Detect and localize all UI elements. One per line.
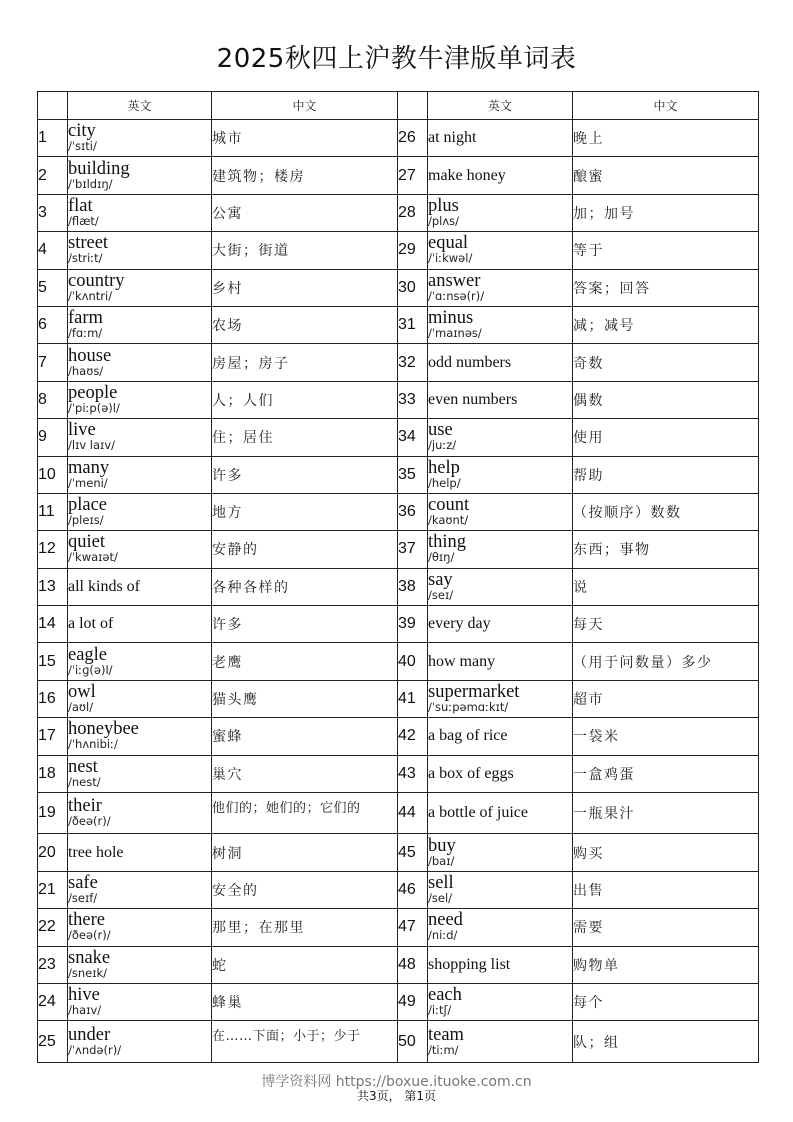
phonetic-transcription: /help/ (428, 475, 461, 490)
chinese-meaning-left: 安全的 (212, 871, 398, 908)
chinese-meaning-left: 人；人们 (212, 381, 398, 418)
phonetic-transcription: /tiːm/ (428, 1042, 459, 1057)
english-cell-left (68, 606, 212, 643)
english-word: equal (428, 233, 469, 254)
phonetic-transcription: /striːt/ (68, 251, 103, 266)
english-cell-right (428, 1021, 573, 1062)
chinese-meaning-right: 一瓶果汁 (573, 793, 759, 834)
phonetic-transcription: /haʊs/ (68, 363, 104, 378)
footer-page-info: 共3页， 第1页 (356, 1089, 437, 1103)
chinese-meaning-left: 蛇 (212, 946, 398, 983)
phonetic-transcription: /ˈmeni/ (68, 475, 108, 490)
chinese-meaning-left: 猫头鹰 (212, 680, 398, 717)
entry-number-left: 8 (38, 381, 68, 418)
table-row (38, 718, 759, 755)
chinese-meaning-right: 出售 (573, 871, 759, 908)
phonetic-transcription: /niːd/ (428, 928, 458, 943)
english-word: snake (68, 947, 111, 968)
english-cell-left (68, 381, 212, 418)
header-number-left (38, 92, 68, 120)
chinese-meaning-left: 蜂巢 (212, 983, 398, 1020)
english-cell-left (68, 718, 212, 755)
phonetic-transcription: /ðeə(r)/ (68, 928, 111, 943)
header-number-right (398, 92, 428, 120)
english-word: a lot of (68, 615, 114, 633)
english-word: city (68, 121, 96, 142)
table-row (38, 157, 759, 194)
english-cell-left (68, 269, 212, 306)
english-word: all kinds of (68, 577, 140, 595)
english-word: flat (68, 195, 93, 216)
chinese-meaning-left: 树洞 (212, 834, 398, 871)
english-word: how many (428, 652, 496, 670)
entry-number-right: 28 (398, 194, 428, 231)
vocabulary-body (38, 120, 759, 1063)
entry-number-right: 48 (398, 946, 428, 983)
entry-number-right: 27 (398, 157, 428, 194)
entry-number-left: 9 (38, 419, 68, 456)
english-cell-left (68, 419, 212, 456)
english-cell-left (68, 306, 212, 343)
english-cell-left (68, 194, 212, 231)
entry-number-left: 3 (38, 194, 68, 231)
entry-number-left: 6 (38, 306, 68, 343)
english-word: street (68, 233, 109, 254)
phonetic-transcription: /aʊl/ (68, 700, 94, 715)
table-row (38, 568, 759, 605)
phonetic-transcription: /ˈʌndə(r)/ (68, 1042, 122, 1057)
phonetic-transcription: /juːz/ (428, 438, 457, 453)
table-row (38, 306, 759, 343)
english-cell-left (68, 493, 212, 530)
entry-number-right: 47 (398, 909, 428, 946)
entry-number-right: 37 (398, 531, 428, 568)
phonetic-transcription: /baɪ/ (428, 853, 455, 868)
english-cell-left (68, 531, 212, 568)
page-title: 2025秋四上沪教牛津版单词表 (216, 44, 577, 74)
entry-number-left: 18 (38, 755, 68, 792)
english-word: live (68, 420, 96, 441)
phonetic-transcription: /ˈɑːnsə(r)/ (428, 288, 485, 303)
english-word: use (428, 420, 453, 441)
entry-number-right: 42 (398, 718, 428, 755)
english-cell-right (428, 834, 573, 871)
english-word: quiet (68, 532, 105, 553)
entry-number-left: 7 (38, 344, 68, 381)
english-word: minus (428, 308, 474, 329)
entry-number-left: 19 (38, 793, 68, 834)
chinese-meaning-right: 需要 (573, 909, 759, 946)
chinese-meaning-left: 住；居住 (212, 419, 398, 456)
table-row (38, 834, 759, 871)
entry-number-left: 2 (38, 157, 68, 194)
english-cell-right (428, 306, 573, 343)
entry-number-left: 17 (38, 718, 68, 755)
english-word: their (68, 796, 102, 817)
chinese-meaning-right: 东西；事物 (573, 531, 759, 568)
table-row (38, 344, 759, 381)
chinese-meaning-right: 酿蜜 (573, 157, 759, 194)
english-cell-left (68, 983, 212, 1020)
chinese-meaning-right: 每个 (573, 983, 759, 1020)
entry-number-right: 45 (398, 834, 428, 871)
phonetic-transcription: /plʌs/ (428, 213, 460, 228)
entry-number-right: 33 (398, 381, 428, 418)
english-cell-right (428, 269, 573, 306)
chinese-meaning-right: 一袋米 (573, 718, 759, 755)
phonetic-transcription: /ˈhʌnibiː/ (68, 737, 118, 752)
phonetic-transcription: /seɪf/ (68, 891, 98, 905)
chinese-meaning-right: 说 (573, 568, 759, 605)
english-cell-right (428, 793, 573, 834)
phonetic-transcription: /sel/ (428, 891, 453, 905)
chinese-meaning-left: 老鹰 (212, 643, 398, 680)
chinese-meaning-right: （按顺序）数数 (573, 493, 759, 530)
entry-number-left: 21 (38, 871, 68, 908)
english-word: people (68, 382, 118, 403)
phonetic-transcription: /lɪv laɪv/ (68, 438, 115, 453)
phonetic-transcription: /ˈkwaɪət/ (68, 550, 118, 565)
english-word: there (68, 910, 105, 931)
english-cell-left (68, 344, 212, 381)
english-cell-left (68, 232, 212, 269)
chinese-meaning-left: 他们的；她们的；它们的 (212, 793, 398, 834)
table-row (38, 120, 759, 157)
phonetic-transcription: /ˈiːkwəl/ (428, 251, 473, 266)
chinese-meaning-right: 购物单 (573, 946, 759, 983)
entry-number-left: 14 (38, 606, 68, 643)
english-cell-right (428, 232, 573, 269)
english-word: a box of eggs (428, 764, 514, 782)
phonetic-transcription: /fɑːm/ (68, 326, 103, 341)
chinese-meaning-left: 公寓 (212, 194, 398, 231)
english-word: place (68, 495, 108, 516)
chinese-meaning-right: 队；组 (573, 1021, 759, 1062)
phonetic-transcription: /ˈmaɪnəs/ (428, 326, 482, 341)
table-row (38, 909, 759, 946)
phonetic-transcription: /ˈbɪldɪŋ/ (68, 176, 113, 191)
chinese-meaning-right: （用于问数量）多少 (573, 643, 759, 680)
entry-number-right: 43 (398, 755, 428, 792)
english-cell-left (68, 1021, 212, 1062)
english-cell-right (428, 909, 573, 946)
english-cell-left (68, 755, 212, 792)
entry-number-right: 39 (398, 606, 428, 643)
english-word: each (428, 985, 462, 1006)
chinese-meaning-left: 乡村 (212, 269, 398, 306)
english-cell-left (68, 120, 212, 157)
english-word: every day (428, 615, 491, 633)
phonetic-transcription: /ˈpiːp(ə)l/ (68, 400, 120, 415)
chinese-meaning-left: 大街；街道 (212, 232, 398, 269)
chinese-meaning-right: 加；加号 (573, 194, 759, 231)
english-cell-right (428, 157, 573, 194)
chinese-meaning-right: 晚上 (573, 120, 759, 157)
english-word: honeybee (68, 719, 139, 740)
english-word: make honey (428, 166, 506, 184)
entry-number-left: 22 (38, 909, 68, 946)
chinese-meaning-left: 巢穴 (212, 755, 398, 792)
header-chinese-left: 中文 (212, 92, 398, 120)
entry-number-right: 29 (398, 232, 428, 269)
english-word: team (428, 1024, 464, 1045)
english-cell-right (428, 718, 573, 755)
chinese-meaning-left: 蜜蜂 (212, 718, 398, 755)
entry-number-right: 31 (398, 306, 428, 343)
table-row (38, 232, 759, 269)
entry-number-left: 13 (38, 568, 68, 605)
english-cell-right (428, 531, 573, 568)
phonetic-transcription: /ˈsɪti/ (68, 139, 97, 154)
chinese-meaning-right: 使用 (573, 419, 759, 456)
english-word: owl (68, 682, 96, 703)
entry-number-right: 36 (398, 493, 428, 530)
phonetic-transcription: /θɪŋ/ (428, 550, 455, 565)
phonetic-transcription: /pleɪs/ (68, 513, 104, 528)
chinese-meaning-right: 超市 (573, 680, 759, 717)
chinese-meaning-right: 减；减号 (573, 306, 759, 343)
entry-number-right: 35 (398, 456, 428, 493)
english-cell-left (68, 643, 212, 680)
english-word: even numbers (428, 390, 518, 408)
entry-number-right: 44 (398, 793, 428, 834)
chinese-meaning-left: 房屋；房子 (212, 344, 398, 381)
chinese-meaning-right: 每天 (573, 606, 759, 643)
english-word: under (68, 1024, 111, 1045)
entry-number-right: 50 (398, 1021, 428, 1062)
entry-number-left: 24 (38, 983, 68, 1020)
english-word: a bag of rice (428, 727, 508, 745)
chinese-meaning-left: 在……下面；小于；少于 (212, 1021, 398, 1062)
english-cell-right (428, 680, 573, 717)
english-word: say (428, 569, 453, 590)
entry-number-left: 20 (38, 834, 68, 871)
english-cell-left (68, 909, 212, 946)
entry-number-right: 30 (398, 269, 428, 306)
entry-number-left: 10 (38, 456, 68, 493)
phonetic-transcription: /seɪ/ (428, 587, 454, 602)
phonetic-transcription: /ˈkʌntri/ (68, 288, 113, 303)
phonetic-transcription: /ˈsuːpəmɑːkɪt/ (428, 700, 509, 715)
english-word: supermarket (428, 682, 520, 703)
table-row (38, 269, 759, 306)
english-word: house (68, 345, 112, 366)
chinese-meaning-left: 许多 (212, 456, 398, 493)
english-cell-left (68, 871, 212, 908)
entry-number-right: 38 (398, 568, 428, 605)
english-cell-right (428, 194, 573, 231)
phonetic-transcription: /ðeə(r)/ (68, 814, 111, 829)
english-cell-right (428, 871, 573, 908)
entry-number-right: 26 (398, 120, 428, 157)
english-cell-right (428, 344, 573, 381)
english-cell-right (428, 755, 573, 792)
table-row (38, 643, 759, 680)
chinese-meaning-left: 建筑物；楼房 (212, 157, 398, 194)
entry-number-left: 23 (38, 946, 68, 983)
english-cell-left (68, 157, 212, 194)
vocabulary-table (37, 91, 759, 1063)
english-word: answer (428, 270, 481, 291)
english-word: shopping list (428, 955, 511, 973)
entry-number-left: 15 (38, 643, 68, 680)
table-row (38, 419, 759, 456)
chinese-meaning-left: 城市 (212, 120, 398, 157)
english-word: many (68, 457, 110, 478)
english-word: count (428, 495, 470, 516)
english-cell-right (428, 606, 573, 643)
english-word: country (68, 270, 125, 291)
english-word: thing (428, 532, 467, 553)
entry-number-left: 1 (38, 120, 68, 157)
header-chinese-right: 中文 (573, 92, 759, 120)
english-cell-left (68, 946, 212, 983)
entry-number-left: 25 (38, 1021, 68, 1062)
english-word: need (428, 910, 463, 931)
phonetic-transcription: /kaʊnt/ (428, 513, 469, 528)
chinese-meaning-right: 偶数 (573, 381, 759, 418)
english-cell-right (428, 643, 573, 680)
english-cell-left (68, 680, 212, 717)
english-cell-left (68, 834, 212, 871)
table-row (38, 680, 759, 717)
english-cell-left (68, 793, 212, 834)
header-english-left: 英文 (68, 92, 212, 120)
english-cell-right (428, 120, 573, 157)
entry-number-right: 32 (398, 344, 428, 381)
chinese-meaning-right: 等于 (573, 232, 759, 269)
english-word: sell (428, 873, 454, 893)
english-word: farm (68, 308, 103, 329)
table-row (38, 531, 759, 568)
chinese-meaning-left: 那里；在那里 (212, 909, 398, 946)
chinese-meaning-left: 许多 (212, 606, 398, 643)
entry-number-right: 40 (398, 643, 428, 680)
chinese-meaning-right: 购买 (573, 834, 759, 871)
english-word: a bottle of juice (428, 804, 528, 822)
english-word: safe (68, 873, 98, 893)
english-cell-right (428, 419, 573, 456)
header-english-right: 英文 (428, 92, 573, 120)
table-row (38, 493, 759, 530)
english-cell-right (428, 493, 573, 530)
english-word: building (68, 158, 130, 179)
english-cell-right (428, 456, 573, 493)
table-row (38, 755, 759, 792)
table-row (38, 381, 759, 418)
entry-number-left: 5 (38, 269, 68, 306)
chinese-meaning-left: 地方 (212, 493, 398, 530)
english-word: plus (428, 195, 459, 216)
entry-number-right: 46 (398, 871, 428, 908)
phonetic-transcription: /flæt/ (68, 213, 99, 228)
header-row (38, 92, 759, 120)
table-row (38, 194, 759, 231)
table-row (38, 871, 759, 908)
entry-number-right: 34 (398, 419, 428, 456)
chinese-meaning-right: 奇数 (573, 344, 759, 381)
phonetic-transcription: /haɪv/ (68, 1003, 102, 1018)
entry-number-left: 12 (38, 531, 68, 568)
english-cell-left (68, 568, 212, 605)
table-row (38, 456, 759, 493)
chinese-meaning-right: 答案；回答 (573, 269, 759, 306)
table-row (38, 1021, 759, 1062)
chinese-meaning-left: 安静的 (212, 531, 398, 568)
english-word: eagle (68, 644, 108, 665)
phonetic-transcription: /sneɪk/ (68, 965, 108, 980)
english-word: tree hole (68, 843, 124, 861)
phonetic-transcription: /nest/ (68, 774, 101, 789)
english-cell-left (68, 456, 212, 493)
phonetic-transcription: /ˈiːɡ(ə)l/ (68, 662, 113, 677)
table-row (38, 606, 759, 643)
entry-number-right: 41 (398, 680, 428, 717)
phonetic-transcription: /iːtʃ/ (428, 1003, 452, 1018)
english-word: odd numbers (428, 353, 512, 371)
footer-website: 博学资料网 https://boxue.ituoke.com.cn (261, 1074, 532, 1090)
entry-number-right: 49 (398, 983, 428, 1020)
english-cell-right (428, 381, 573, 418)
english-cell-right (428, 568, 573, 605)
chinese-meaning-left: 各种各样的 (212, 568, 398, 605)
table-row (38, 793, 759, 834)
chinese-meaning-right: 一盒鸡蛋 (573, 755, 759, 792)
entry-number-left: 16 (38, 680, 68, 717)
chinese-meaning-left: 农场 (212, 306, 398, 343)
english-word: buy (428, 835, 456, 856)
english-word: nest (68, 756, 98, 777)
table-row (38, 946, 759, 983)
entry-number-left: 4 (38, 232, 68, 269)
chinese-meaning-right: 帮助 (573, 456, 759, 493)
english-cell-right (428, 983, 573, 1020)
english-word: at night (428, 129, 477, 147)
english-word: help (428, 457, 460, 478)
entry-number-left: 11 (38, 493, 68, 530)
table-row (38, 983, 759, 1020)
english-word: hive (68, 985, 100, 1006)
english-cell-right (428, 946, 573, 983)
